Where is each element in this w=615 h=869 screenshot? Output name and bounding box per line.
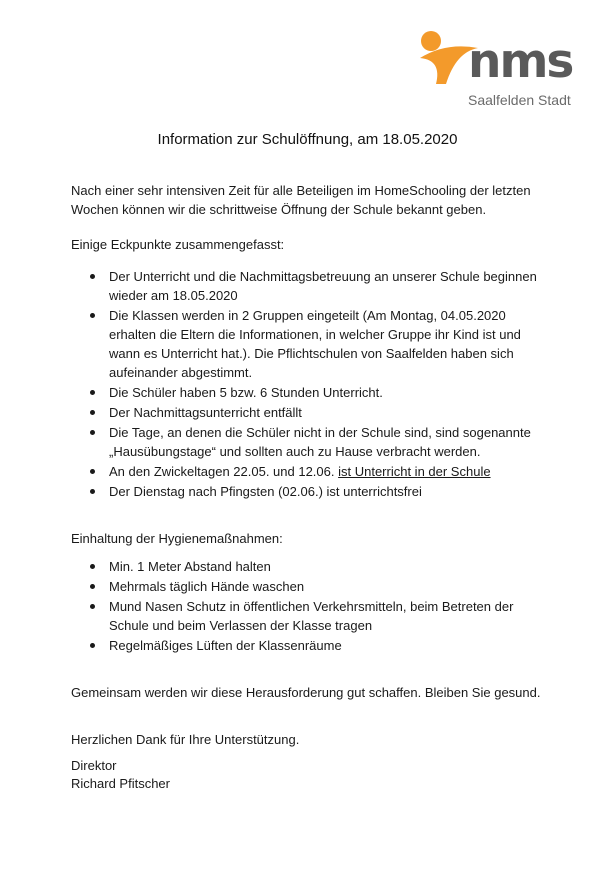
summary-heading: Einige Eckpunkte zusammengefasst: — [71, 237, 285, 252]
bullet-icon — [90, 469, 95, 474]
bullet-icon — [90, 643, 95, 648]
list-item: Mund Nasen Schutz in öffentlichen Verkehrsmitteln, beim Betreten der Schule und beim Verlassen der Klasse tragen — [90, 597, 550, 635]
logo-wordmark: nms — [468, 34, 573, 89]
list-item: An den Zwickeltagen 22.05. und 12.06. ist Unterricht in der Schule — [90, 462, 550, 481]
bullet-icon — [90, 410, 95, 415]
hygiene-list — [90, 557, 550, 656]
bullet-icon — [90, 564, 95, 569]
underlined-text: ist Unterricht in der Schule — [338, 464, 491, 479]
logo-subtitle: Saalfelden Stadt — [468, 92, 571, 108]
closing-paragraph: Gemeinsam werden wir diese Herausforderung gut schaffen. Bleiben Sie gesund. — [71, 685, 541, 700]
bullet-icon — [90, 584, 95, 589]
list-item: Min. 1 Meter Abstand halten — [90, 557, 550, 576]
document-title: Information zur Schulöffnung, am 18.05.2020 — [157, 131, 458, 148]
list-item: Der Unterricht und die Nachmittagsbetreuung an unserer Schule beginnen wieder am 18.05.2020 — [90, 267, 550, 305]
intro-paragraph: Nach einer sehr intensiven Zeit für alle Beteiligen im HomeSchooling der letzten Wochen können wir die schrittweise Öffnung der Schule bekannt geben. — [71, 183, 531, 217]
thanks-paragraph: Herzlichen Dank für Ihre Unterstützung. — [71, 732, 300, 747]
bullet-icon — [90, 313, 95, 318]
list-item: Die Schüler haben 5 bzw. 6 Stunden Unterricht. — [90, 383, 550, 402]
signature-role: Direktor — [71, 758, 117, 773]
bullet-icon — [90, 489, 95, 494]
hygiene-heading: Einhaltung der Hygienemaßnahmen: — [71, 531, 283, 546]
list-item: Die Klassen werden in 2 Gruppen eingeteilt (Am Montag, 04.05.2020 erhalten die Eltern die Informationen, in welcher Gruppe ihr Kind ist und wann es Unterricht hat.). Die Pflichtschulen von Saalfelden haben sich aufeinander abgestimmt. — [90, 306, 550, 382]
signature-name: Richard Pfitscher — [71, 776, 170, 791]
list-item: Der Nachmittagsunterricht entfällt — [90, 403, 550, 422]
bullet-icon — [90, 604, 95, 609]
bullet-icon — [90, 390, 95, 395]
school-logo — [416, 28, 586, 110]
key-points-list — [90, 267, 550, 502]
list-item: Regelmäßiges Lüften der Klassenräume — [90, 636, 550, 655]
bullet-icon — [90, 430, 95, 435]
list-item: Die Tage, an denen die Schüler nicht in der Schule sind, sind sogenannte „Hausübungstage“ und sollten auch zu Hause verbracht werden. — [90, 423, 550, 461]
list-item: Mehrmals täglich Hände waschen — [90, 577, 550, 596]
list-item: Der Dienstag nach Pfingsten (02.06.) ist unterrichtsfrei — [90, 482, 550, 501]
bullet-icon — [90, 274, 95, 279]
